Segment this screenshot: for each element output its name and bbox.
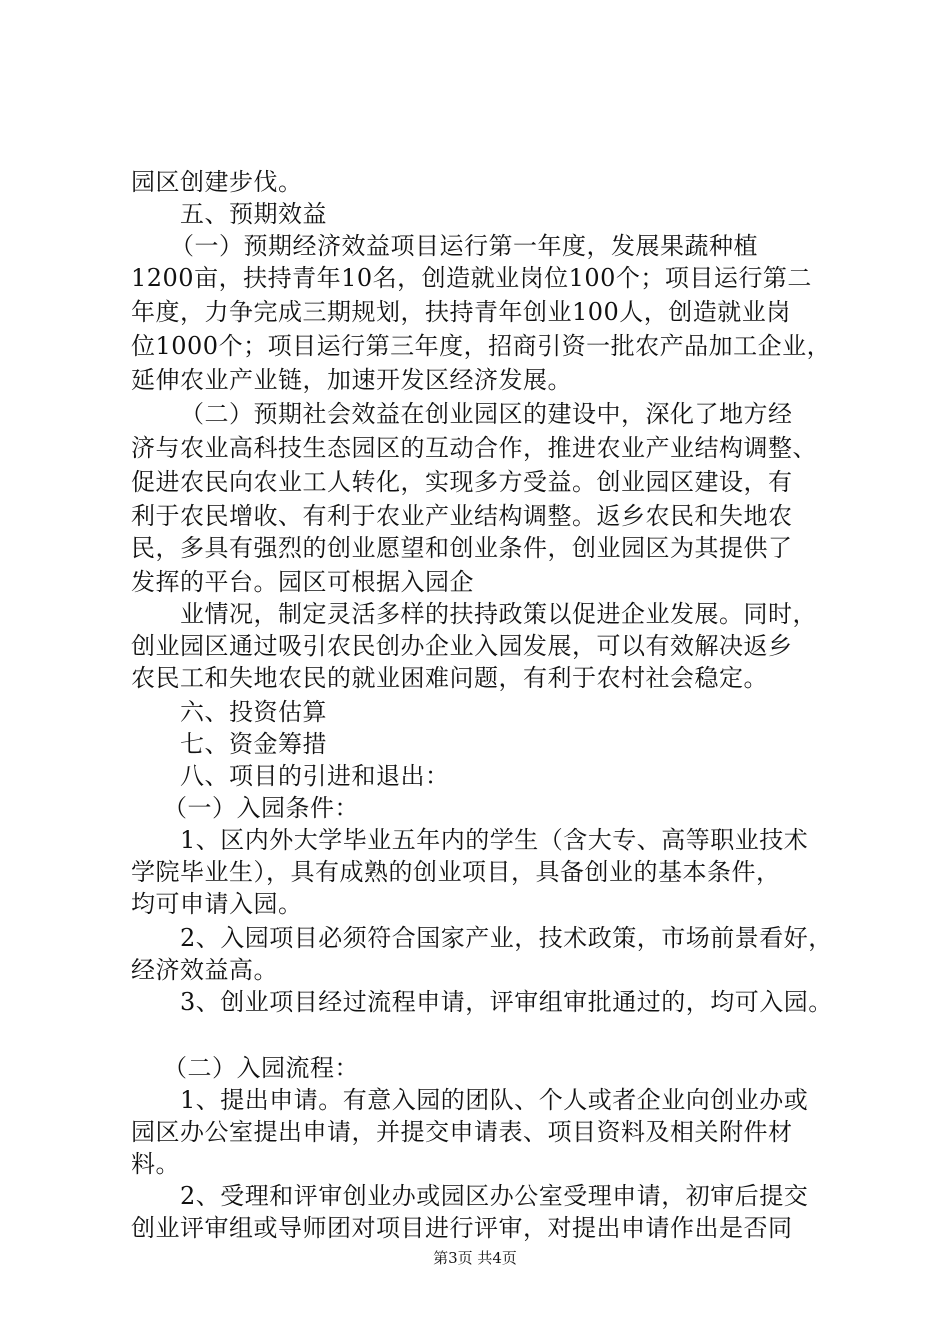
text-line: 济与农业高科技生态园区的互动合作，推进农业产业结构调整、 [131,434,817,462]
text-line: 延伸农业产业链，加速开发区经济发展。 [131,366,572,394]
list-item: 1、提出申请。有意入园的团队、个人或者企业向创业办或 [180,1086,809,1114]
text-line: 经济效益高。 [131,956,278,984]
list-item: 3、创业项目经过流程申请，评审组审批通过的，均可入园。 [180,988,833,1016]
text-line: 园区办公室提出申请，并提交申请表、项目资料及相关附件材 [131,1118,793,1146]
paragraph-start: 业情况，制定灵活多样的扶持政策以促进企业发展。同时， [180,600,817,628]
text-line: 园区创建步伐。 [131,168,303,196]
subsection-heading: （二）入园流程： [163,1054,359,1082]
section-heading: 七、资金筹措 [180,730,327,758]
text-line: 学院毕业生），具有成熟的创业项目，具备创业的基本条件， [131,858,781,886]
text-line: 创业园区通过吸引农民创办企业入园发展，可以有效解决返乡 [131,632,793,660]
list-item: 2、入园项目必须符合国家产业，技术政策，市场前景看好， [180,924,833,952]
paragraph-start: （二）预期社会效益在创业园区的建设中，深化了地方经 [180,400,793,428]
text-line: 民，多具有强烈的创业愿望和创业条件，创业园区为其提供了 [131,534,793,562]
section-heading: 六、投资估算 [180,698,327,726]
section-heading: 八、项目的引进和退出： [180,762,450,790]
text-line: 农民工和失地农民的就业困难问题，有利于农村社会稳定。 [131,664,768,692]
subsection-heading: （一）入园条件： [163,794,359,822]
text-line: 发挥的平台。园区可根据入园企 [131,568,474,596]
text-line: 1200亩，扶持青年10名，创造就业岗位100个；项目运行第二 [131,264,812,292]
text-line: 促进农民向农业工人转化，实现多方受益。创业园区建设，有 [131,468,793,496]
text-line: 均可申请入园。 [131,890,303,918]
text-line: 年度，力争完成三期规划，扶持青年创业100人，创造就业岗 [131,298,791,326]
text-line: 料。 [131,1150,180,1178]
text-line: 位1000个；项目运行第三年度，招商引资一批农产品加工企业， [131,332,832,360]
section-heading: 五、预期效益 [180,200,327,228]
text-line: 利于农民增收、有利于农业产业结构调整。返乡农民和失地农 [131,502,793,530]
paragraph-start: （一）预期经济效益项目运行第一年度，发展果蔬种植 [170,232,758,260]
list-item: 1、区内外大学毕业五年内的学生（含大专、高等职业技术 [180,826,809,854]
text-line: 创业评审组或导师团对项目进行评审，对提出申请作出是否同 [131,1214,793,1242]
list-item: 2、受理和评审创业办或园区办公室受理申请，初审后提交 [180,1182,809,1210]
page-footer: 第3页 共4页 [433,1249,517,1267]
